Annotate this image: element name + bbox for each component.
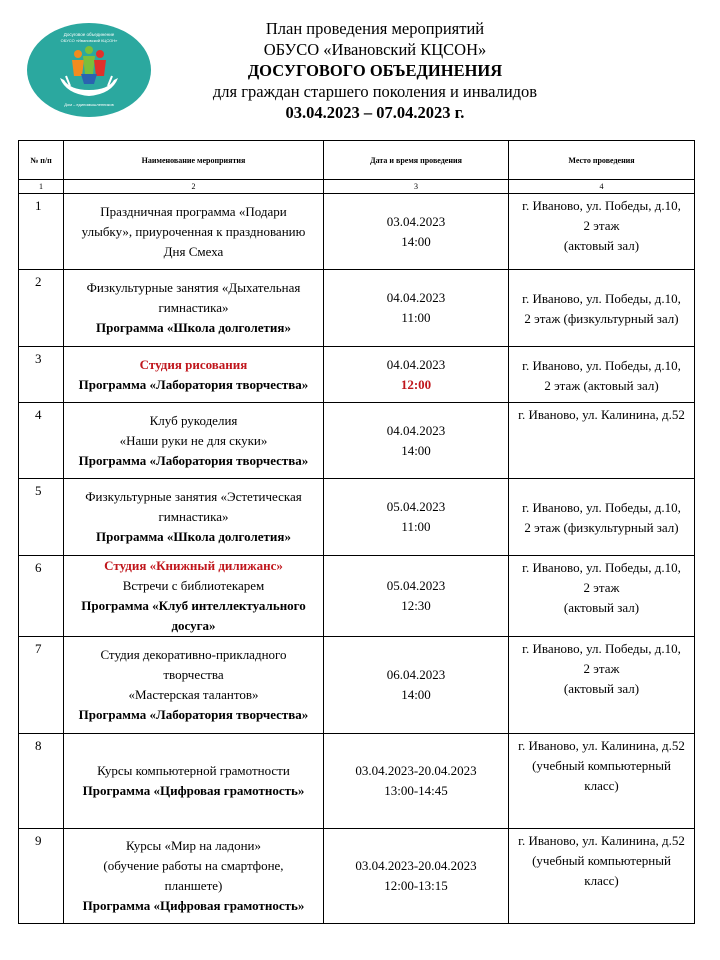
event-cell [64,270,324,347]
event-time: 12:00-13:15 [384,878,448,893]
event-line: Физкультурные занятия «Эстетическая [85,489,302,504]
header-date: Дата и время проведения [324,141,509,180]
date-cell [324,347,509,403]
event-cell [64,829,324,924]
event-line: Встречи с библиотекарем [122,578,265,593]
event-date: 03.04.2023-20.04.2023 [355,858,477,873]
event-cell [64,347,324,403]
event-date: 03.04.2023-20.04.2023 [355,763,477,778]
place-line: 2 этаж [583,580,620,595]
place-line: класс) [584,873,619,888]
event-line: гимнастика» [158,509,229,524]
place-line: г. Иваново, ул. Победы, д.10, [522,641,681,656]
row-number: 4 [19,403,64,479]
event-date: 06.04.2023 [386,667,446,682]
place-line: г. Иваново, ул. Калинина, д.52 [518,407,685,422]
event-line: Студия «Книжный дилижанс» [104,558,283,573]
table-row [19,479,695,556]
header-audience: для граждан старшего поколения и инвалидов [212,82,538,101]
column-number: 1 [19,180,64,194]
event-cell [64,637,324,734]
place-line: 2 этаж (физкультурный зал) [524,520,679,535]
event-line: Программа «Цифровая грамотность» [82,898,305,913]
event-line: (обучение работы на смартфоне, [103,858,284,873]
event-line: творчества [163,667,224,682]
place-line: 2 этаж [583,661,620,676]
event-line: Клуб рукоделия [149,412,238,428]
place-line: г. Иваново, ул. Калинина, д.52 [518,738,685,753]
event-date: 04.04.2023 [386,422,446,438]
event-date: 05.04.2023 [386,499,446,514]
event-line: Дня Смеха [163,243,224,259]
event-line: Программа «Школа долголетия» [96,529,291,544]
event-line: Программа «Клуб интеллектуального [81,598,306,613]
place-line: г. Иваново, ул. Калинина, д.52 [518,833,685,848]
date-cell [324,194,509,270]
event-time: 12:00 [400,376,432,392]
row-number: 5 [19,479,64,556]
date-cell [324,637,509,734]
header-title: План проведения мероприятий [265,19,485,38]
table-row [19,556,695,637]
place-line: г. Иваново, ул. Победы, д.10, [522,291,681,306]
table-row [19,829,695,924]
event-cell [64,556,324,637]
event-line: Курсы «Мир на ладони» [126,838,261,853]
logo-text-bottom: Дом – единомышленников [64,102,114,107]
figure-green-icon [85,46,93,54]
header-event: Наименование мероприятия [64,141,324,180]
event-line: Студия рисования [139,356,248,372]
place-line: г. Иваново, ул. Победы, д.10, [522,198,681,213]
place-line: (учебный компьютерный [532,758,671,773]
place-line: (актовый зал) [563,681,640,696]
table-row [19,194,695,270]
event-cell [64,479,324,556]
logo-text-mid: ОБУСО «Ивановский КЦСОН» [60,38,118,43]
header-place: Место проведения [509,141,695,180]
place-cell [509,734,695,829]
place-cell [509,556,695,637]
event-cell [64,403,324,479]
table-row [19,403,695,479]
logo-text-top: Досуговое объединение [63,32,115,37]
event-time: 14:00 [401,687,431,702]
place-cell [509,194,695,270]
event-line: Программа «Школа долголетия» [96,320,291,335]
event-line: улыбку», приуроченная к празднованию [81,223,306,239]
place-cell [509,347,695,403]
event-line: Программа «Лаборатория творчества» [78,707,309,722]
table-row [19,637,695,734]
place-line: г. Иваново, ул. Победы, д.10, [522,500,681,515]
column-number: 4 [509,180,695,194]
event-line: Программа «Цифровая грамотность» [82,783,305,798]
event-line: гимнастика» [158,300,229,315]
event-line: Курсы компьютерной грамотности [97,763,290,778]
date-cell [324,403,509,479]
place-line: (учебный компьютерный [532,853,671,868]
row-number: 6 [19,556,64,637]
place-cell [509,829,695,924]
event-line: планшете) [164,878,223,893]
figure-orange-icon [74,50,82,58]
table-row [19,270,695,347]
header-organization: ОБУСО «Ивановский КЦСОН» [263,40,487,59]
events-table [18,140,695,924]
event-line: «Мастерская талантов» [128,687,259,702]
row-number: 3 [19,347,64,403]
event-line: «Наши руки не для скуки» [119,432,268,448]
place-cell [509,479,695,556]
date-cell [324,270,509,347]
table-row [19,734,695,829]
event-line: Праздничная программа «Подари [100,203,287,219]
column-numbers-row [19,180,695,194]
event-cell [64,734,324,829]
place-cell [509,270,695,347]
row-number: 9 [19,829,64,924]
place-line: г. Иваново, ул. Победы, д.10, [522,357,681,373]
place-cell [509,403,695,479]
event-line: Программа «Лаборатория творчества» [78,452,309,468]
event-time: 11:00 [401,310,431,325]
event-line: досуга» [171,618,216,633]
place-line: г. Иваново, ул. Победы, д.10, [522,560,681,575]
row-number: 8 [19,734,64,829]
event-time: 13:00-14:45 [384,783,448,798]
event-time: 11:00 [401,519,431,534]
event-date: 05.04.2023 [386,578,446,593]
table-header-row [19,141,695,180]
event-date: 03.04.2023 [386,213,446,229]
place-line: класс) [584,778,619,793]
figure-red-icon [96,50,104,58]
header-num: № п/п [19,141,64,180]
place-line: 2 этаж (физкультурный зал) [524,311,679,326]
organization-logo [26,22,152,118]
place-line: 2 этаж [583,218,620,233]
column-number: 3 [324,180,509,194]
event-time: 12:30 [401,598,431,613]
event-cell [64,194,324,270]
event-line: Физкультурные занятия «Дыхательная [86,280,301,295]
place-line: (актовый зал) [563,238,640,253]
date-cell [324,556,509,637]
place-line: (актовый зал) [563,600,640,615]
row-number: 2 [19,270,64,347]
date-cell [324,479,509,556]
row-number: 7 [19,637,64,734]
event-line: Программа «Лаборатория творчества» [78,376,309,392]
event-date: 04.04.2023 [386,356,446,372]
row-number: 1 [19,194,64,270]
column-number: 2 [64,180,324,194]
header-dates: 03.04.2023 – 07.04.2023 г. [285,103,465,122]
date-cell [324,829,509,924]
document-header [190,18,560,123]
place-line: 2 этаж (актовый зал) [544,377,659,393]
table-row [19,347,695,403]
event-date: 04.04.2023 [386,290,446,305]
event-line: Студия декоративно-прикладного [100,647,287,662]
event-time: 14:00 [401,233,431,249]
place-cell [509,637,695,734]
header-association: ДОСУГОВОГО ОБЪЕДИНЕНИЯ [247,61,503,80]
event-time: 14:00 [401,442,431,458]
date-cell [324,734,509,829]
